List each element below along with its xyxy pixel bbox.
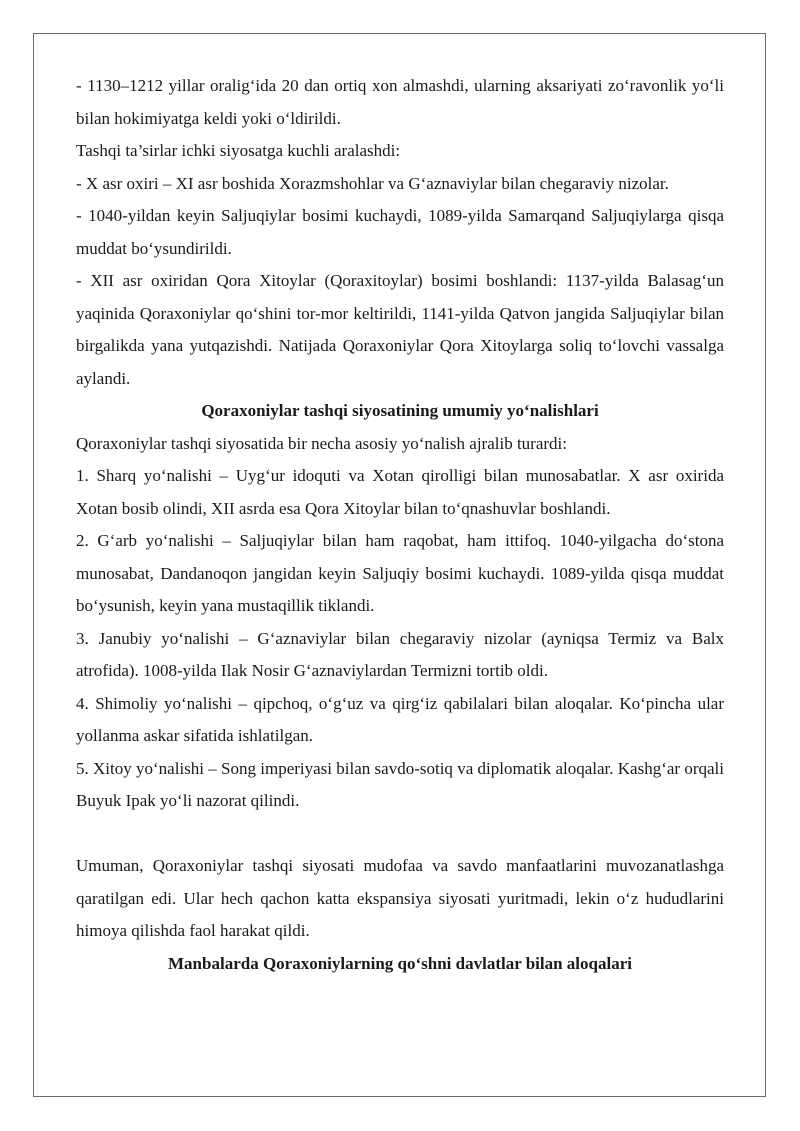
paragraph-directions-intro: Qoraxoniylar tashqi siyosatida bir necha asosiy yo‘nalish ajralib turardi:	[76, 433, 567, 453]
paragraph-seljuk-pressure: - 1040-yildan keyin Saljuqiylar bosimi kuchaydi, 1089-yilda Samarqand Saljuqiylarga qisqa muddat bo‘ysundirildi.	[76, 206, 724, 258]
paragraph-qara-khitai-pressure: - XII asr oxiridan Qora Xitoylar (Qoraxitoylar) bosimi boshlandi: 1137-yilda Balasag‘un yaqinida Qoraxoniylar qo‘shini tor-mor keltirildi, 1141-yilda Qatvon jangida Saljuqiylar bilan birgalikda yana yutqazishdi. Natijada Qoraxoniylar Qora Xitoylarga soliq to‘lovchi vassalga aylandi.	[76, 271, 724, 388]
list-item-china-direction: 5. Xitoy yo‘nalishi – Song imperiyasi bilan savdo-sotiq va diplomatik aloqalar. Kashg‘ar orqali Buyuk Ipak yo‘li nazorat qilindi.	[76, 758, 724, 810]
section-heading-sources: Manbalarda Qoraxoniylarning qo‘shni davlatlar bilan aloqalari	[168, 953, 632, 973]
list-item-north-direction: 4. Shimoliy yo‘nalishi – qipchoq, o‘g‘uz va qirg‘iz qabilalari bilan aloqalar. Ko‘pincha ular yollanma askar sifatida ishlatilgan.	[76, 693, 724, 745]
list-item-south-direction: 3. Janubiy yo‘nalishi – G‘aznaviylar bilan chegaraviy nizolar (ayniqsa Termiz va Balx atrofida). 1008-yilda Ilak Nosir G‘aznaviylardan Termizni tortib oldi.	[76, 628, 724, 680]
list-item-east-direction: 1. Sharq yo‘nalishi – Uyg‘ur idoquti va Xotan qirolligi bilan munosabatlar. X asr oxirida Xotan bosib olindi, XII asrda esa Qora Xitoylar bilan to‘qnashuvlar boshlandi.	[76, 466, 724, 518]
paragraph-khan-changes: - 1130–1212 yillar oralig‘ida 20 dan ortiq xon almashdi, ularning aksariyati zo‘ravonlik yo‘li bilan hokimiyatga keldi yoki o‘ldirildi.	[76, 76, 724, 128]
blank-line	[76, 818, 724, 851]
list-item-west-direction: 2. G‘arb yo‘nalishi – Saljuqiylar bilan ham raqobat, ham ittifoq. 1040-yilgacha do‘stona munosabat, Dandanoqon jangidan keyin Saljuqiy bosimi kuchaydi. 1089-yilda qisqa muddat bo‘ysunish, keyin yana mustaqillik tiklandi.	[76, 531, 724, 615]
section-heading-foreign-policy: Qoraxoniylar tashqi siyosatining umumiy yo‘nalishlari	[201, 401, 599, 420]
document-body	[76, 70, 724, 980]
paragraph-border-conflicts: - X asr oxiri – XI asr boshida Xorazmshohlar va G‘aznaviylar bilan chegaraviy nizolar.	[76, 173, 669, 193]
paragraph-conclusion: Umuman, Qoraxoniylar tashqi siyosati mudofaa va savdo manfaatlarini muvozanatlashga qaratilgan edi. Ular hech qachon katta ekspansiya siyosati yuritmadi, lekin o‘z hududlarini himoya qilishda faol harakat qildi.	[76, 856, 724, 940]
paragraph-external-influence: Tashqi ta’sirlar ichki siyosatga kuchli aralashdi:	[76, 141, 401, 160]
